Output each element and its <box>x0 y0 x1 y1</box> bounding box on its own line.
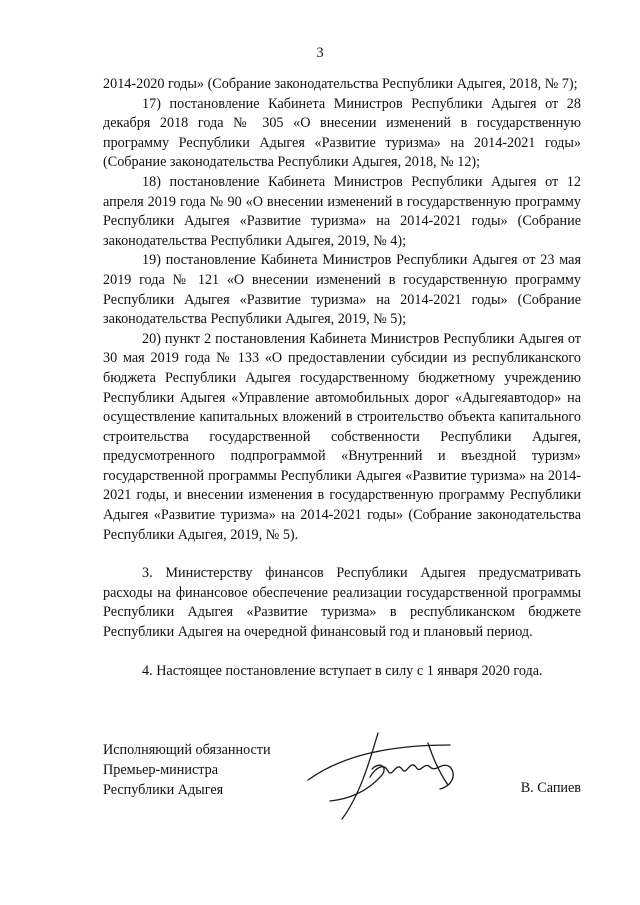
document-body <box>103 75 581 681</box>
signatory-title-line-1: Исполняющий обязанности <box>103 742 271 758</box>
list-item-17: 17) постановление Кабинета Министров Республики Адыгея от 28 декабря 2018 года № 305 «О внесении изменений в государственную программу Республики Адыгея «Развитие туризма» на 2014-2021 годы» (Собрание законодательства Республики Адыгея, 2018, № 12); <box>103 95 581 171</box>
paragraph-continuation: 2014-2020 годы» (Собрание законодательства Республики Адыгея, 2018, № 7); <box>103 76 578 92</box>
signatory-title-line-2: Премьер-министра <box>103 762 219 778</box>
paragraph-section-3: 3. Министерству финансов Республики Адыгея предусматривать расходы на финансовое обеспечение реализации государственной программы Республики Адыгея «Развитие туризма» в республиканском бюджете Республики Адыгея на очередной финансовый год и плановый период. <box>103 565 581 641</box>
signatory-title <box>103 740 323 800</box>
signatory-name: В. Сапиев <box>520 780 581 796</box>
paragraph-section-4: 4. Настоящее постановление вступает в силу с 1 января 2020 года. <box>142 662 543 679</box>
handwritten-signature <box>300 715 470 835</box>
list-item-19: 19) постановление Кабинета Министров Республики Адыгея от 23 мая 2019 года № 121 «О внесении изменений в государственную программу Республики Адыгея «Развитие туризма» на 2014-2021 годы» (Собрание законодательства Республики Адыгея, 2019, № 5); <box>103 252 581 328</box>
list-item-18: 18) постановление Кабинета Министров Республики Адыгея от 12 апреля 2019 года № 90 «О внесении изменений в государственную программу Республики Адыгея «Развитие туризма» на 2014-2021 годы» (Собрание законодательства Республики Адыгея, 2019, № 4); <box>103 173 581 249</box>
list-item-20: 20) пункт 2 постановления Кабинета Министров Республики Адыгея от 30 мая 2019 года № 133 «О предоставлении субсидии из республиканского бюджета Республики Адыгея государственному бюджетному учреждению Республики Адыгея «Управление автомобильных дорог «Адыгеяавтодор» на осуществление капитальных вложений в строительство объекта капитального строительства государственной собственности Республики Адыгея, предусмотренного подпрограммой «Внутренний и въездной туризм» государственной программы Республики Адыгея «Развитие туризма» на 2014-2021 годы, и внесении изменения в государственную программу Республики Адыгея «Развитие туризма» на 2014-2021 годы» (Собрание законодательства Республики Адыгея, 2019, № 5). <box>103 330 581 543</box>
signatory-title-line-3: Республики Адыгея <box>103 782 224 798</box>
page-number: 3 <box>316 45 324 61</box>
